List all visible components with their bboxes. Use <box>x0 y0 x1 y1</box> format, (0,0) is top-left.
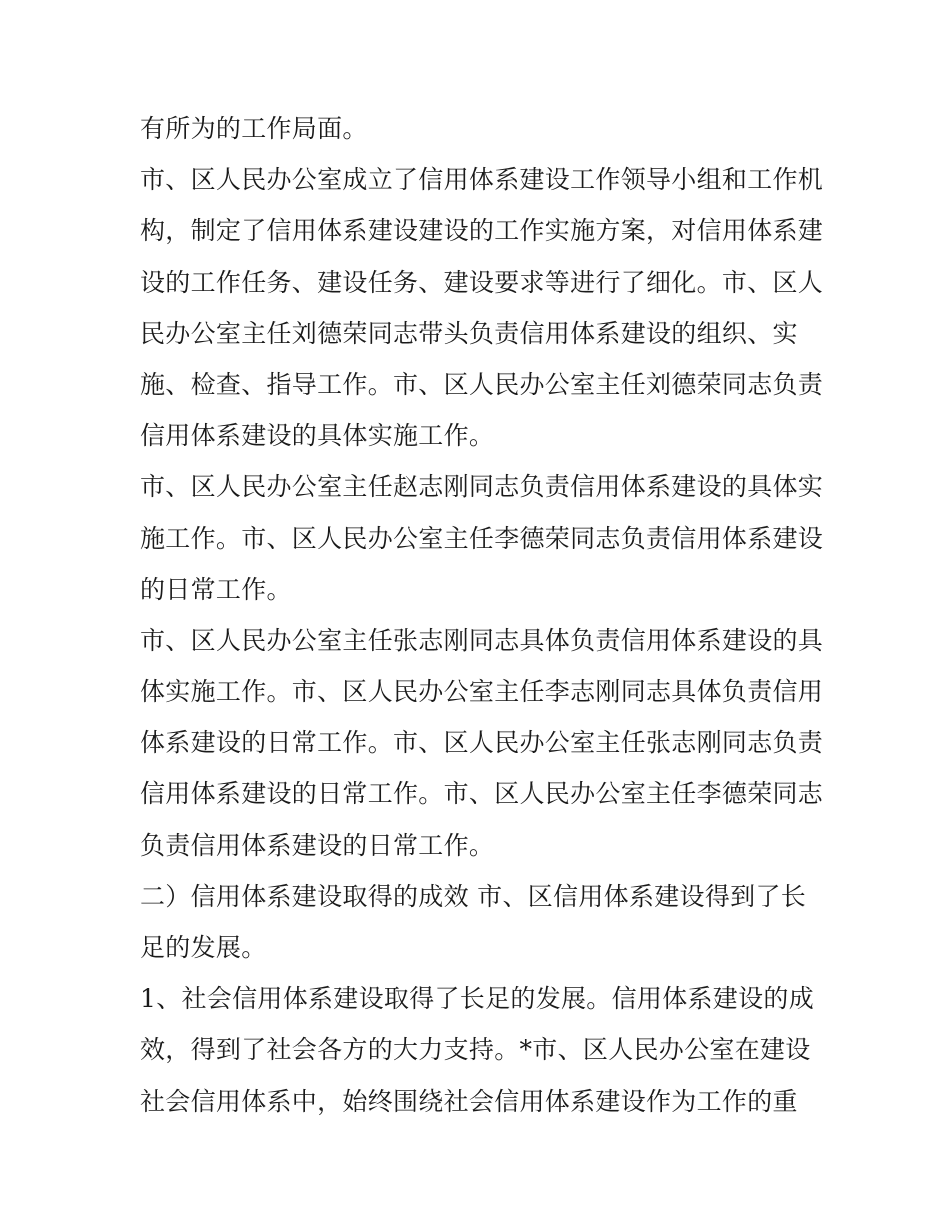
text-line: 二）信用体系建设取得的成效 市、区信用体系建设得到了长 <box>140 881 807 911</box>
text-line: 体实施工作。市、区人民办公室主任李志刚同志具体负责信用 <box>140 677 824 707</box>
text-line: 足的发展。 <box>140 933 267 962</box>
text-line: 有所为的工作局面。 <box>140 114 368 143</box>
text-line: 民办公室主任刘德荣同志带头负责信用体系建设的组织、实 <box>140 318 798 348</box>
text-line: 市、区人民办公室主任赵志刚同志负责信用体系建设的具体实 <box>140 472 824 502</box>
text-line: 社会信用体系中，始终围绕社会信用体系建设作为工作的重 <box>140 1086 798 1116</box>
text-line: 效，得到了社会各方的大力支持。*市、区人民办公室在建设 <box>140 1035 811 1065</box>
text-line: 施、检查、指导工作。市、区人民办公室主任刘德荣同志负责 <box>140 369 824 399</box>
text-line: 构，制定了信用体系建设建设的工作实施方案，对信用体系建 <box>140 216 824 246</box>
text-line: 的日常工作。 <box>140 574 292 604</box>
text-line: 信用体系建设的日常工作。市、区人民办公室主任李德荣同志 <box>140 779 824 809</box>
text-line: 市、区人民办公室成立了信用体系建设工作领导小组和工作机 <box>140 165 824 195</box>
text-line: 体系建设的日常工作。市、区人民办公室主任张志刚同志负责 <box>140 728 824 758</box>
text-line: 负责信用体系建设的日常工作。 <box>140 830 495 860</box>
text-line: 施工作。市、区人民办公室主任李德荣同志负责信用体系建设 <box>140 523 824 553</box>
text-line: 1、社会信用体系建设取得了长足的发展。信用体系建设的成 <box>140 984 815 1014</box>
text-line: 市、区人民办公室主任张志刚同志具体负责信用体系建设的具 <box>140 625 824 655</box>
document-body <box>140 103 824 1127</box>
text-line: 信用体系建设的具体实施工作。 <box>140 421 495 451</box>
text-line: 设的工作任务、建设任务、建设要求等进行了细化。市、区人 <box>140 267 824 297</box>
